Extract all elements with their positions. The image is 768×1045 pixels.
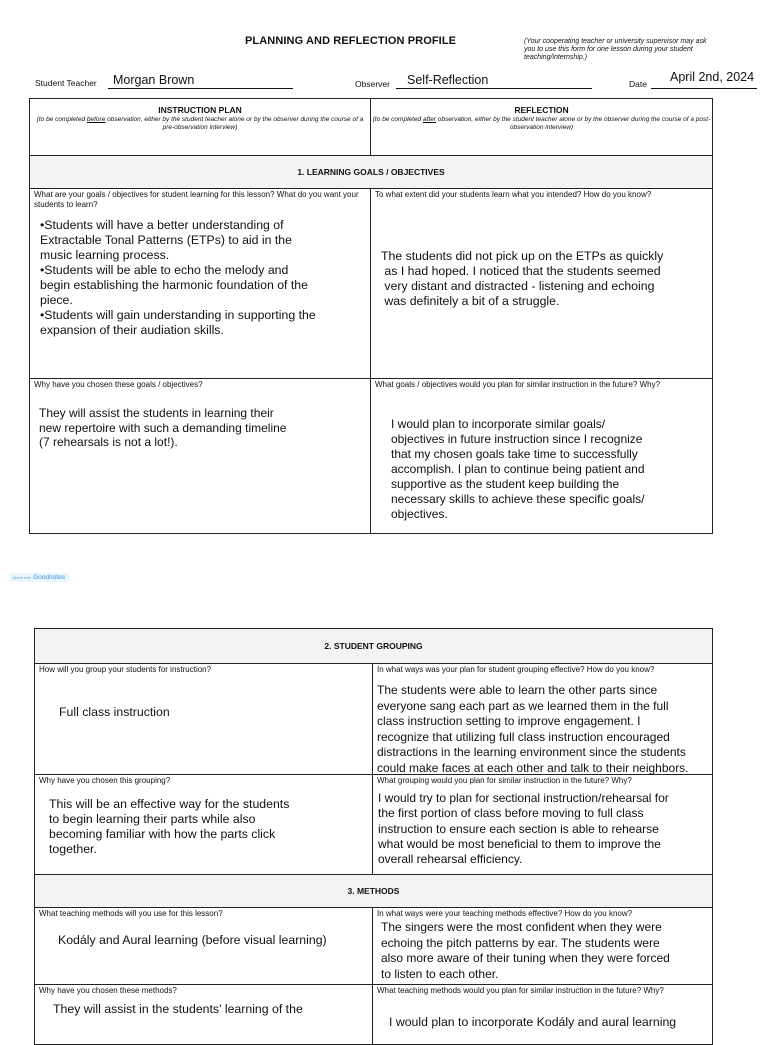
grouping-effective-answer: The students were able to learn the other parts since everyone sang each part as we learned them in the full class instruction setting to improve engagement. I recognize that utilizing full class instruction encouraged distractions in the learning environment since the students could make faces at each other and talk to their neighbors.	[377, 683, 689, 775]
methods-question: What teaching methods will you use for this lesson?	[39, 909, 223, 918]
reflection-subtitle: (to be completed after observation, either by the student teacher alone or by the observer during the course of a post-observation interview)	[372, 116, 711, 131]
form-title: PLANNING AND REFLECTION PROFILE	[245, 35, 457, 47]
grouping-question-cell[interactable]	[35, 664, 373, 775]
learning-extent-question: To what extent did your students learn what you intended? How do you know?	[375, 190, 652, 199]
student-teacher-field[interactable]	[108, 74, 293, 89]
observer-label: Observer	[355, 79, 390, 89]
methods-why-question: Why have you chosen these methods?	[39, 986, 177, 995]
learning-extent-cell[interactable]	[371, 189, 713, 379]
grouping-why-answer: This will be an effective way for the students to begin learning their parts while also becoming familiar with how the parts click together.	[49, 797, 290, 856]
grouping-methods-table	[34, 628, 713, 1045]
goodnotes-badge: Made with Goodnotes	[9, 573, 69, 582]
date-value: April 2nd, 2024	[670, 70, 755, 84]
learning-extent-answer: The students did not pick up on the ETPs as quickly as I had hoped. I noticed that the students seemed very distant and distracted - listening and echoing was definitely a bit of a struggle.	[381, 249, 664, 308]
future-grouping-cell[interactable]	[373, 775, 713, 875]
form-note: (Your cooperating teacher or university supervisor may ask you to use this form for one lesson during your student teaching/internship.)	[524, 38, 707, 61]
goals-question-cell[interactable]	[30, 189, 371, 379]
instruction-plan-header	[30, 99, 371, 156]
methods-why-answer: They will assist in the students' learning of the	[53, 1002, 303, 1016]
goals-why-answer: They will assist the students in learning their new repertoire with such a demanding timeline (7 rehearsals is not a lot!).	[39, 406, 287, 449]
section-heading-student-grouping: 2. STUDENT GROUPING	[35, 629, 713, 664]
section-heading-learning-goals: 1. LEARNING GOALS / OBJECTIVES	[30, 156, 713, 189]
future-methods-question: What teaching methods would you plan for similar instruction in the future? Why?	[377, 986, 664, 995]
student-teacher-label: Student Teacher	[35, 78, 97, 88]
methods-answer: Kodály and Aural learning (before visual learning)	[58, 933, 327, 947]
methods-effective-answer: The singers were the most confident when they were echoing the pitch patterns by ear. The students were also more aware of their tuning when they were forced to listen to each other.	[381, 920, 670, 981]
methods-effective-question: In what ways were your teaching methods effective? How do you know?	[377, 909, 633, 918]
methods-why-cell[interactable]	[35, 985, 373, 1045]
future-methods-cell[interactable]	[373, 985, 713, 1045]
methods-effective-cell[interactable]	[373, 908, 713, 985]
goals-why-question: Why have you chosen these goals / objectives?	[34, 380, 203, 389]
reflection-header	[371, 99, 713, 156]
goals-answer: •Students will have a better understanding of Extractable Tonal Patterns (ETPs) to aid in the music learning process. •Students will be able to echo the melody and begin establishing the harmonic foundation of the piece. •Students will gain understanding in supporting the expansion of their audiation skills.	[40, 218, 316, 337]
grouping-answer: Full class instruction	[59, 705, 170, 719]
future-grouping-question: What grouping would you plan for similar instruction in the future? Why?	[377, 776, 632, 785]
future-goals-cell[interactable]	[371, 379, 713, 534]
future-goals-question: What goals / objectives would you plan for similar instruction in the future? Why?	[375, 380, 661, 389]
future-methods-answer: I would plan to incorporate Kodály and aural learning	[389, 1015, 677, 1029]
grouping-why-cell[interactable]	[35, 775, 373, 875]
section-heading-methods: 3. METHODS	[35, 875, 713, 908]
grouping-effective-question: In what ways was your plan for student grouping effective? How do you know?	[377, 665, 655, 674]
date-label: Date	[629, 79, 647, 89]
date-field[interactable]	[651, 70, 757, 89]
learning-goals-table	[29, 98, 713, 534]
reflection-title: REFLECTION	[514, 105, 569, 115]
methods-question-cell[interactable]	[35, 908, 373, 985]
future-grouping-answer: I would try to plan for sectional instruction/rehearsal for the first portion of class before moving to full class instruction to ensure each section is able to rehearse what would be most beneficial to them to improve the overall rehearsal efficiency.	[378, 791, 669, 867]
future-goals-answer: I would plan to incorporate similar goals/ objectives in future instruction since I recognize that my chosen goals take time to successfully accomplish. I plan to continue being patient and supportive as the student keep building the necessary skills to achieve these specific goals/ objectives.	[391, 417, 645, 521]
grouping-why-question: Why have you chosen this grouping?	[39, 776, 171, 785]
grouping-effective-cell[interactable]	[373, 664, 713, 775]
student-teacher-value: Morgan Brown	[113, 73, 195, 87]
instruction-plan-title: INSTRUCTION PLAN	[158, 105, 242, 115]
instruction-plan-subtitle: (to be completed before observation, either by the student teacher alone or by the observer during the course of a pre-observation interview)	[36, 116, 364, 131]
goals-question: What are your goals / objectives for student learning for this lesson? What do you want your students to learn?	[34, 190, 359, 209]
observer-field[interactable]	[396, 74, 592, 89]
goals-why-cell[interactable]	[30, 379, 371, 534]
observer-value: Self-Reflection	[407, 73, 489, 87]
grouping-question: How will you group your students for instruction?	[39, 665, 212, 674]
